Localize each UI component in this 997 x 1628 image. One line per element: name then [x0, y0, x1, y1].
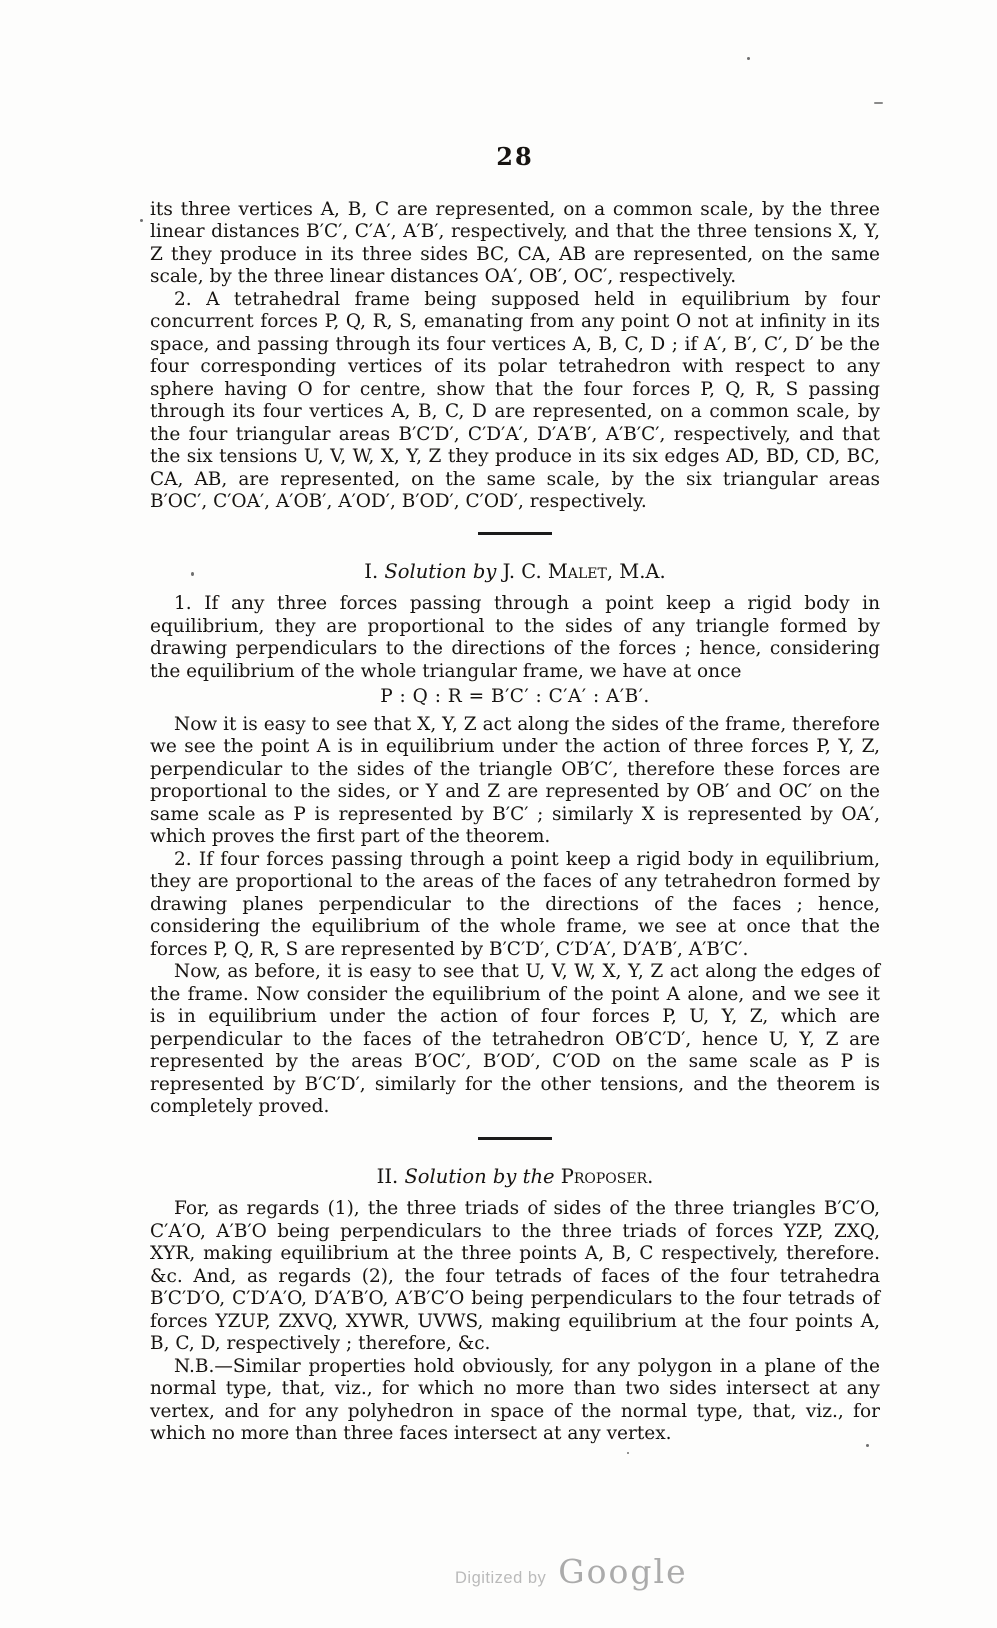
- scan-speck: [627, 1452, 629, 1454]
- solution-1-paragraph-2: Now it is easy to see that X, Y, Z act along the sides of the frame, therefore we see the point A is in equilibrium under the action of three forces P, Y, Z, perpendicular to the sides of the triangle OB′C′, therefore these forces are proportional to the sides, or Y and Z are represented by OB′ and OC′ on the same scale as P is represented by B′C′ ; similarly X is represented by OA′, which proves the first part of the theorem.: [150, 713, 880, 847]
- page-number: 28: [496, 142, 534, 171]
- solution-2-numeral: II.: [376, 1164, 405, 1188]
- google-digitization-watermark: [455, 1552, 688, 1591]
- solution-1-paragraph-4: Now, as before, it is easy to see that U, V, W, X, Y, Z act along the edges of the frame. Now consider the equilibrium of the point A alone, and we see it is in equilibrium under the action of four forces P, U, Y, Z, which are perpendicular to the faces of the tetrahedron OB′C′D′, hence U, Y, Z are represented by the areas B′OC′, B′OD′, C′OD on the same scale as P is represented by B′C′D′, similarly for the other tensions, and the theorem is completely proved.: [150, 961, 880, 1117]
- solution-1-author-initials: J. C.: [502, 559, 548, 583]
- scan-speck: [191, 572, 194, 576]
- scan-speck: [140, 219, 143, 222]
- solution-1-author-degree: , M.A.: [606, 559, 666, 583]
- section-divider-rule: [478, 532, 552, 535]
- solution-1-paragraph-1: 1. If any three forces passing through a point keep a rigid body in equilibrium, they are proportional to the sides of any triangle formed by drawing perpendiculars to the directions of the forces ; hence, considering the equilibrium of the whole triangular frame, we have at once: [150, 593, 880, 682]
- solution-1-heading: [150, 561, 880, 584]
- solution-2-heading-period: .: [647, 1164, 654, 1188]
- solution-2-paragraph-1: For, as regards (1), the three triads of sides of the three triangles B′C′O, C′A′O, A′B′O being perpendiculars to the three triads of forces YZP, ZXQ, XYR, making equilibrium at the three points A, B, C respectively, therefore. &c. And, as regards (2), the four tetrads of faces of the four tetrahedra B′C′D′O, C′D′A′O, D′A′B′O, A′B′C′O being perpendiculars to the four tetrads of forces YZUP, ZXVQ, XYWR, UVWS, making equilibrium at the four points A, B, C, D, respectively ; therefore, &c.: [150, 1198, 880, 1354]
- digitized-by-label: Digitized by: [455, 1569, 547, 1587]
- solution-2-nb-paragraph: N.B.—Similar properties hold obviously, for any polygon in a plane of the normal type, that, viz., for which no more than two sides intersect at any vertex, and for any polyhedron in space of the normal type, that, viz., for which no more than three faces intersect at any vertex.: [150, 1355, 880, 1444]
- solution-1-numeral: I.: [364, 559, 385, 583]
- solution-1-paragraph-3: 2. If four forces passing through a point keep a rigid body in equilibrium, they are proportional to the areas of the faces of any tetrahedron formed by drawing planes perpendicular to the directions of the faces ; hence, considering the equilibrium of the whole frame, we see at once that the forces P, Q, R, S are represented by B′C′D′, C′D′A′, D′A′B′, A′B′C′.: [150, 848, 880, 960]
- section-divider-rule-2: [478, 1137, 552, 1140]
- solution-1-equation: P : Q : R = B′C′ : C′A′ : A′B′.: [380, 686, 650, 707]
- text-block: [150, 142, 880, 1446]
- google-logo: Google: [558, 1552, 688, 1591]
- solution-2-author: Proposer: [560, 1164, 648, 1188]
- scan-speck: [866, 1444, 869, 1447]
- solution-2-solution-by: Solution by the: [404, 1164, 561, 1188]
- scan-speck: [874, 102, 883, 104]
- solution-2-heading: [150, 1166, 880, 1189]
- solution-1-solution-by: Solution by: [384, 559, 503, 583]
- solution-1-author-surname: Malet: [547, 559, 607, 583]
- problem-continuation-paragraph: its three vertices A, B, C are represented, on a common scale, by the three linear distances B′C′, C′A′, A′B′, respectively, and that the three tensions X, Y, Z they produce in its three sides BC, CA, AB are represented, on the same scale, by the three linear distances OA′, OB′, OC′, respectively.: [150, 198, 880, 287]
- scan-speck: [747, 57, 750, 60]
- problem-item-2-paragraph: 2. A tetrahedral frame being supposed held in equilibrium by four concurrent forces P, Q, R, S, emanating from any point O not at infinity in its space, and passing through its four vertices A, B, C, D ; if A′, B′, C′, D′ be the four corresponding vertices of its polar tetrahedron with respect to any sphere having O for centre, show that the four forces P, Q, R, S passing through its four vertices A, B, C, D are represented, on a common scale, by the four triangular areas B′C′D′, C′D′A′, D′A′B′, A′B′C′, respectively, and that the six tensions U, V, W, X, Y, Z they produce in its six edges AD, BD, CD, BC, CA, AB, are represented, on the same scale, by the six triangular areas B′OC′, C′OA′, A′OB′, A′OD′, B′OD′, C′OD′, respectively.: [150, 288, 880, 512]
